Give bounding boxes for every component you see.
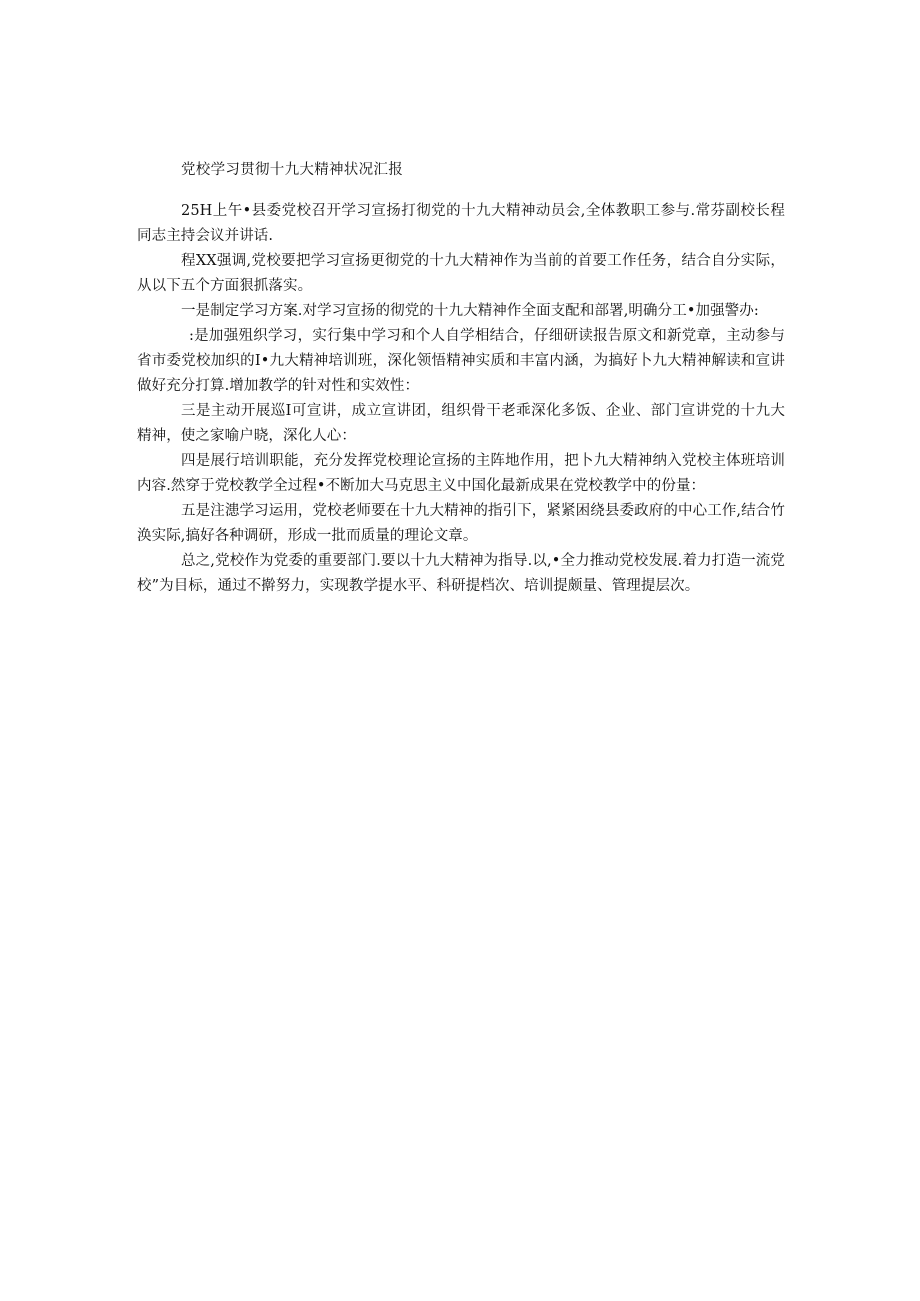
paragraph-point-one: 一是制定学习方案.对学习宣扬的彻党的十九大精神作全面支配和部署,明确分工•加强警办:: [181, 303, 759, 319]
paragraph-point-four: 四是展行培训职能，充分发挥党校理论宣扬的主阵地作用，把卜九大精神纳入党校主体班培训内容.然穿于党校教学全过程•不断加大马克思主义中国化最新成果在党校教学中的份量：: [137, 453, 785, 494]
paragraph-emphasis: 程XX强调,党校要把学习宣扬更彻党的十九大精神作为当前的首要工作任务，结合自分实际，从以下五个方面狠抓落实。: [137, 253, 785, 294]
paragraph-point-three: 三是主动开展巡I可宣讲，成立宣讲团，组织骨干老乖深化多饭、企业、部门宣讲党的十九大精神，使之家喻户晓，深化人心：: [137, 403, 785, 444]
paragraph-conclusion: 总之,党校作为党委的重要部门.要以十九大精神为指导.以,•全力推动党校发展.着力打造一流党校”为目标，通过不擀努力，实现教学提水平、科研提档次、培训提颇量、管理提层次。: [137, 553, 785, 594]
paragraph-point-two: :是加强殂织学习，实行集中学习和个人自学相结合，仔细研读报告原文和新党章，主动参与省市委党校加织的I•九大精神培训班，深化领悟精神实质和丰富内涵，为搞好卜九大精神解读和宣讲做好充分打算.增加教学的针对性和实效性：: [137, 328, 785, 394]
document-title: 党校学习贯彻十九大精神状况汇报: [181, 162, 403, 178]
paragraph-meeting-intro: 25H上午•县委党校召开学习宣扬打彻党的十九大精神动员会,全体教职工参与.常芬副校长程同志主持会议并讲话.: [137, 203, 785, 244]
paragraph-point-five: 五是注漶学习运用，党校老师要在十九大精神的指引下，紧紧困绕县委政府的中心工作,结合竹涣实际,搞好各种调研，形成一批而质量的理论文章。: [137, 503, 785, 544]
document-body: [137, 158, 785, 599]
